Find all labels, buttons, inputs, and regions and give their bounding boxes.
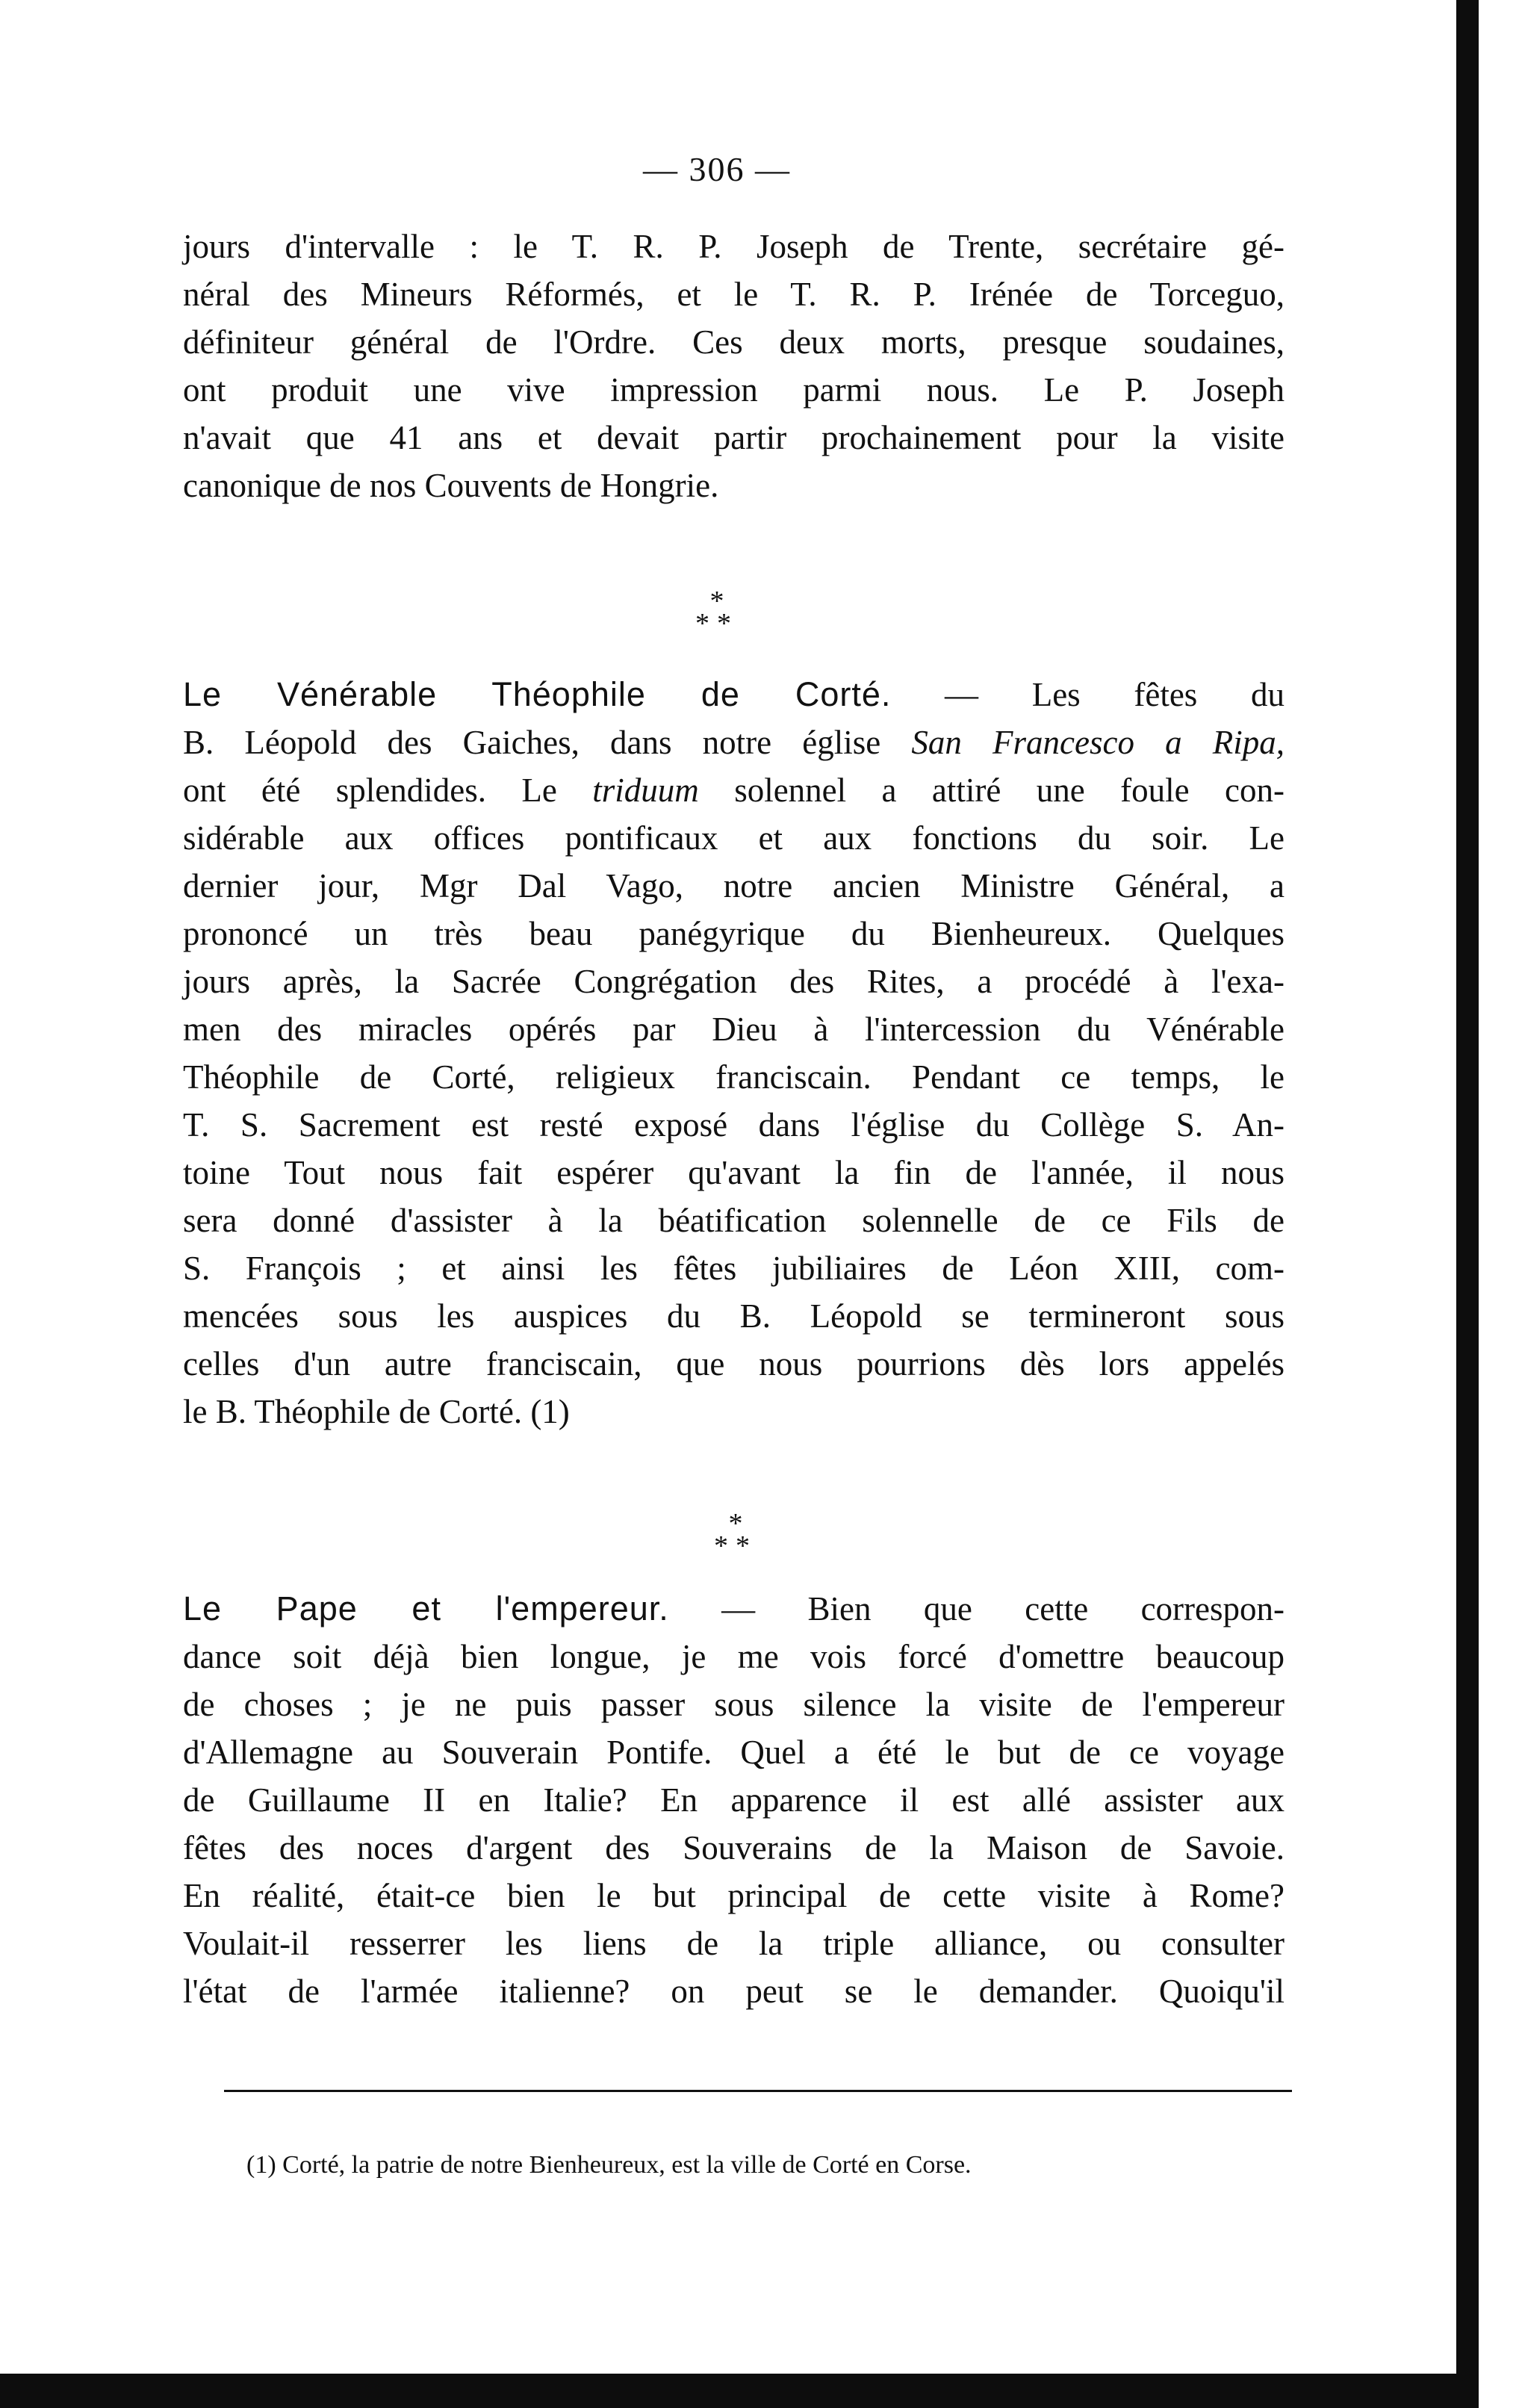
section-separator: [691, 1508, 780, 1562]
text-fragment: ont été splendides. Le: [183, 772, 593, 809]
text-line: S. François ; et ainsi les fêtes jubiliaires de Léon XIII, com-: [183, 1250, 1285, 1287]
text-line: définiteur général de l'Ordre. Ces deux morts, presque soudaines,: [183, 323, 1285, 361]
text-fragment: B. Léopold des Gaiches, dans notre église: [183, 724, 912, 761]
text-line: ont produit une vive impression parmi nous. Le P. Joseph: [183, 371, 1285, 409]
text-line: jours après, la Sacrée Congrégation des Rites, a procédé à l'exa-: [183, 963, 1285, 1000]
text-line: sidérable aux offices pontificaux et aux fonctions du soir. Le: [183, 819, 1285, 857]
text-line: men des miracles opérés par Dieu à l'intercession du Vénérable: [183, 1011, 1285, 1048]
text-line: sera donné d'assister à la béatification solennelle de ce Fils de: [183, 1202, 1285, 1239]
text-line: canonique de nos Couvents de Hongrie.: [183, 467, 719, 504]
text-line: dernier jour, Mgr Dal Vago, notre ancien Ministre Général, a: [183, 867, 1285, 904]
text-line: d'Allemagne au Souverain Pontife. Quel a été le but de ce voyage: [183, 1734, 1285, 1771]
text-fragment: solennel a attiré une foule con-: [698, 772, 1285, 809]
text-fragment: — Bien que cette correspon-: [668, 1590, 1285, 1627]
paragraph-2: [183, 671, 1285, 1436]
page-number: — 306 —: [643, 150, 791, 188]
section-heading: Le Vénérable Théophile de Corté.: [183, 675, 892, 713]
section-separator: [672, 586, 762, 639]
text-line: [183, 1585, 1285, 1633]
paragraph-1: [183, 223, 1285, 509]
italic-text: triduum: [592, 772, 699, 809]
text-line: fêtes des noces d'argent des Souverains de la Maison de Savoie.: [183, 1829, 1285, 1866]
scan-edge-right: [1456, 0, 1479, 2408]
text-line: néral des Mineurs Réformés, et le T. R. P. Irénée de Torceguo,: [183, 276, 1285, 313]
text-line: [183, 719, 1285, 766]
separator-stars: **: [714, 1530, 757, 1562]
text-line: n'avait que 41 ans et devait partir prochainement pour la visite: [183, 419, 1285, 456]
italic-text: San Francesco a Ripa,: [911, 724, 1285, 761]
text-line: En réalité, était-ce bien le but principal de cette visite à Rome?: [183, 1877, 1285, 1914]
text-line: jours d'intervalle : le T. R. P. Joseph de Trente, secrétaire gé-: [183, 228, 1285, 265]
footnote: (1) Corté, la patrie de notre Bienheureux, est la ville de Corté en Corse.: [246, 2151, 972, 2179]
text-line: Théophile de Corté, religieux franciscain. Pendant ce temps, le: [183, 1058, 1285, 1096]
separator-stars: **: [695, 608, 739, 639]
text-line: dance soit déjà bien longue, je me vois forcé d'omettre beaucoup: [183, 1638, 1285, 1675]
paragraph-3: [183, 1585, 1285, 2015]
page-number-value: 306: [689, 150, 745, 188]
text-line: le B. Théophile de Corté. (1): [183, 1393, 570, 1430]
footnote-rule: [224, 2090, 1292, 2092]
text-line: celles d'un autre franciscain, que nous pourrions dès lors appelés: [183, 1345, 1285, 1383]
text-line: de Guillaume II en Italie? En apparence il est allé assister aux: [183, 1781, 1285, 1819]
text-line: l'état de l'armée italienne? on peut se le demander. Quoiqu'il: [183, 1973, 1285, 2010]
text-line: [183, 766, 1285, 814]
separator-star: *: [728, 1508, 743, 1539]
section-heading: Le Pape et l'empereur.: [183, 1589, 669, 1627]
text-line: [183, 671, 1285, 719]
separator-star: *: [709, 586, 724, 617]
text-line: mencées sous les auspices du B. Léopold se termineront sous: [183, 1297, 1285, 1335]
text-fragment: — Les fêtes du: [891, 676, 1285, 713]
text-line: toine Tout nous fait espérer qu'avant la fin de l'année, il nous: [183, 1154, 1285, 1191]
scan-edge-bottom: [0, 2374, 1479, 2408]
text-line: de choses ; je ne puis passer sous silence la visite de l'empereur: [183, 1686, 1285, 1723]
text-line: T. S. Sacrement est resté exposé dans l'église du Collège S. An-: [183, 1106, 1285, 1144]
text-line: prononcé un très beau panégyrique du Bienheureux. Quelques: [183, 915, 1285, 952]
text-line: Voulait-il resserrer les liens de la triple alliance, ou consulter: [183, 1925, 1285, 1962]
